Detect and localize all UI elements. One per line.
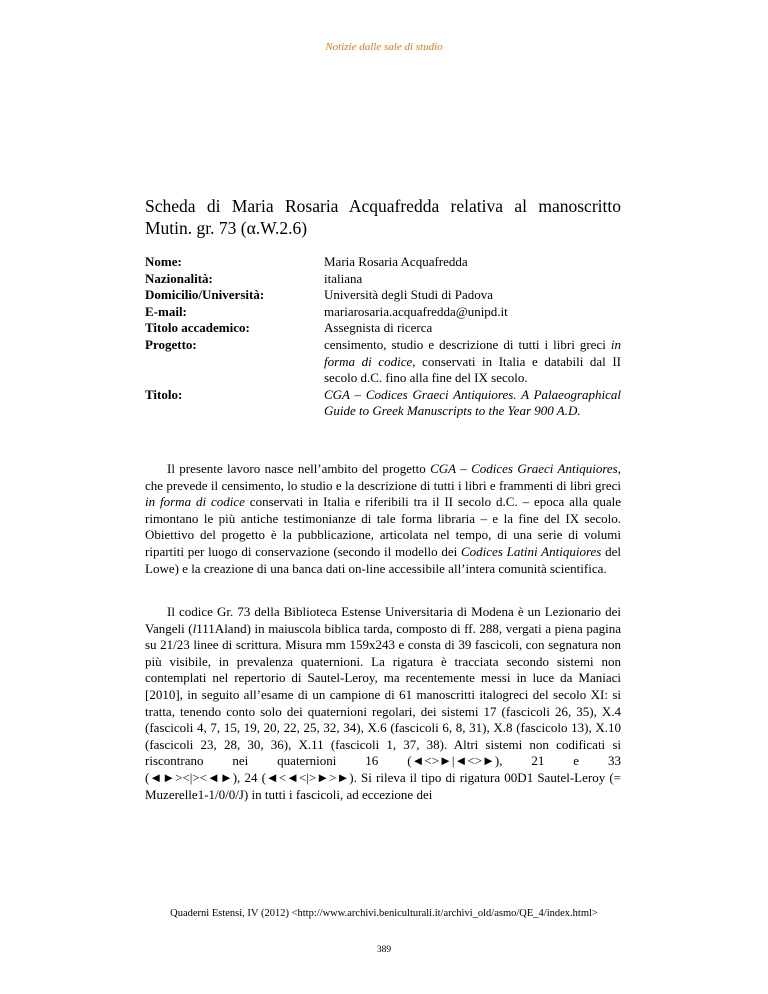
p1-text-2: CGA – Codices Graeci Antiquiores [430, 461, 618, 476]
footer-source-citation: Quaderni Estensi, IV (2012) <http://www.archivi.beniculturali.it/archivi_old/asmo/QE_4/index.html> [170, 908, 598, 919]
meta-value-email: mariarosaria.acquafredda@unipd.it [324, 303, 508, 319]
meta-value-titolo-accademico: Assegnista di ricerca [324, 320, 433, 336]
meta-row-email [145, 304, 621, 321]
metadata-table [145, 254, 621, 420]
paragraph-project-intro [145, 461, 621, 577]
p1-text-3: , che prevede il censimento, lo studio e la descrizione di tutti i libri e frammenti di libri greci [145, 461, 621, 493]
p1-text-4: in forma di codice [145, 494, 245, 510]
progetto-text-c: , conservati in Italia e databili dal II secolo d.C. fino alla fine del IX secolo. [324, 353, 621, 386]
meta-value-nome: Maria Rosaria Acquafredda [324, 254, 468, 269]
running-head: Notizie dalle sale di studio [325, 41, 443, 53]
meta-row-domicilio [145, 287, 621, 304]
p1-text-5: conservati in Italia e riferibili tra il II secolo d.C. – epoca alla quale rimontano le più antiche testimonianze di tale forma libraria – e la fine del IX secolo. Obiettivo del progetto è la pubblicazione, articolata nel tempo, di una serie di volumi ripartiti per luogo di conservazione (secondo il modello dei [145, 494, 621, 559]
meta-row-nazionalita [145, 271, 621, 288]
meta-value-progetto [324, 337, 621, 387]
p1-text-7: del Lowe) e la creazione di una banca dati on-line accessibile all’intera comunità scientifica. [145, 543, 621, 576]
meta-label-titolo-accademico: Titolo accademico: [145, 320, 250, 336]
meta-row-nome [145, 254, 621, 271]
meta-label-nazionalita: Nazionalità: [145, 270, 213, 286]
document-title: Scheda di Maria Rosaria Acquafredda relativa al manoscritto Mutin. gr. 73 (α.W.2.6) [145, 196, 621, 238]
meta-label-progetto: Progetto: [145, 336, 197, 352]
meta-row-titolo [145, 387, 621, 420]
meta-row-titolo-accademico [145, 320, 621, 337]
p2-text-3: 111Aland) in maiuscola biblica tarda, composto di ff. 288, vergati a piena pagina su 21/23 linee di scrittura. Misura mm 159x243 e consta di 39 fascicoli, con segnatura non più visibile, in prevalenza quaternioni. La rigatura è tracciata secondo sistemi non contemplati nel repertorio di Sautel-Leroy, ma recentemente messi in luce da Maniaci [2010], in seguito all’esame di un campione di 61 manoscritti italogreci del secolo XI: si tratta, tenendo conto solo dei quaternioni regolari, dei sistemi 17 (fascicoli 26, 35), X.4 (fascicoli 4, 7, 15, 19, 20, 22, 25, 32, 34), X.6 (fascicoli 6, 8, 31), X.8 (fascicolo 13), X.10 (fascicoli 23, 28, 30, 36), X.11 (fascicoli 1, 37, 38). Altri sistemi non codificati si [145, 620, 621, 752]
p1-text-1: Il presente lavoro nasce nell’ambito del progetto [167, 461, 431, 476]
meta-label-domicilio: Domicilio/Università: [145, 287, 265, 303]
progetto-text-a: censimento, studio e descrizione di tutti i libri greci [324, 336, 611, 352]
meta-row-progetto [145, 337, 621, 387]
meta-value-titolo: CGA – Codices Graeci Antiquiores. A Palaeographical Guide to Greek Manuscripts to the Year 900 A.D. [324, 386, 621, 419]
meta-label-email: E-mail: [145, 303, 187, 319]
progetto-text-italic: in forma di codice [324, 336, 621, 369]
p2-text-1: Il codice Gr. 73 della Biblioteca Estense Universitaria di Modena è un Lezionario dei Vangeli ( [145, 604, 621, 636]
meta-value-domicilio: Università degli Studi di Padova [324, 287, 493, 303]
p2-text-5: (◄►><|><◄►), 24 (◄<◄<|>►>►). Si rileva il tipo di rigatura 00D1 Sautel-Leroy (= Muzerelle1-1/0/0/J) in tutti i fascicoli, ad eccezione dei [145, 769, 621, 802]
p1-text-6: Codices Latini Antiquiores [460, 543, 602, 559]
paragraph-codex-description [145, 604, 621, 803]
p2-text-2: l [192, 620, 197, 636]
meta-label-nome: Nome: [145, 254, 182, 269]
meta-label-titolo: Titolo: [145, 386, 183, 402]
p2-text-4: riscontrano nei quaternioni 16 (◄<>►|◄<>►), 21 e 33 [145, 753, 621, 769]
page-number: 389 [376, 945, 392, 955]
meta-value-nazionalita: italiana [324, 270, 363, 286]
